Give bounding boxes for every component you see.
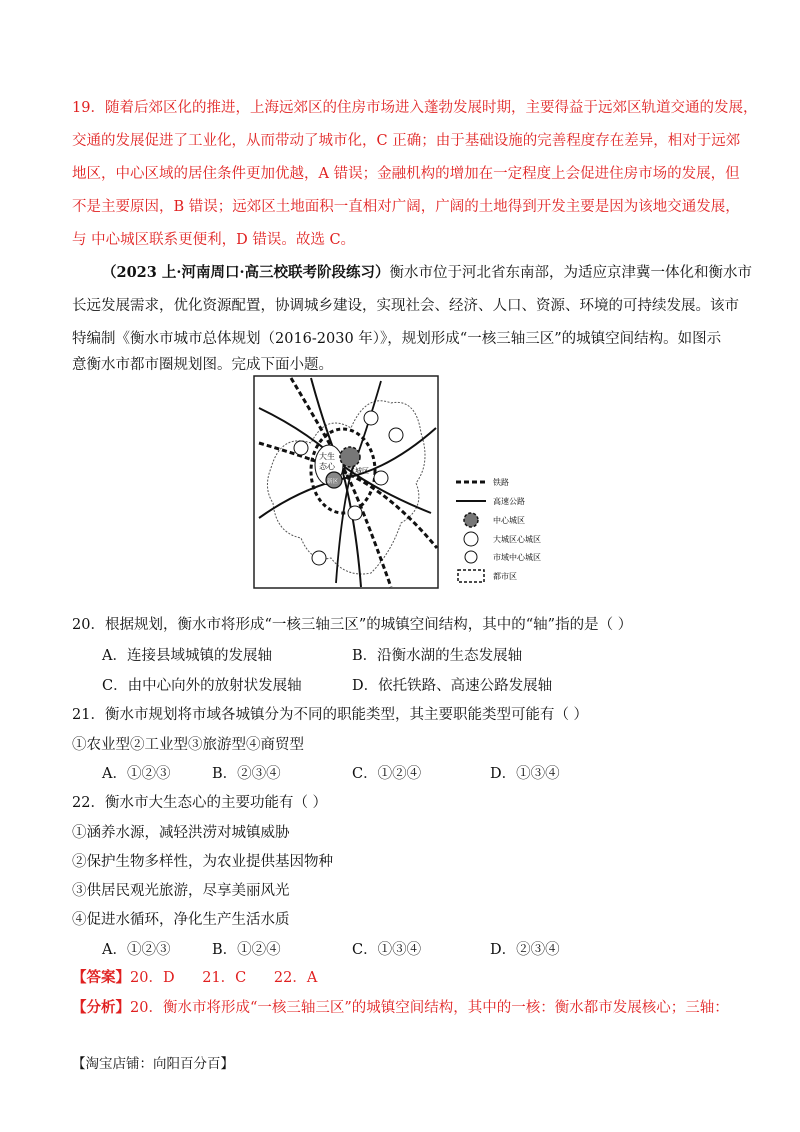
legend-label: 大城区心城区 xyxy=(493,535,541,544)
county-center xyxy=(348,506,362,520)
intro-line-2: 长远发展需求，优化资源配置，协调城乡建设，实现社会、经济、人口、资源、环境的可持续发展。该市 xyxy=(72,298,739,314)
q19-line-4: 不是主要原因，B 错误；远郊区土地面积一直相对广阔，广阔的土地得到开发主要是因为该地交通发展， xyxy=(72,199,740,215)
q21-option-a[interactable]: A．①②③ xyxy=(102,766,171,782)
county-center-icon xyxy=(465,551,477,563)
new-district-label: 新区 xyxy=(327,479,339,485)
q22-option-d[interactable]: D．②③④ xyxy=(490,942,560,958)
q19-line-2: 交通的发展促进了工业化，从而带动了城市化，C 正确；由于基础设施的完善程度存在差异，相对于远郊 xyxy=(72,133,741,149)
shop-footer: 【淘宝店铺：向阳百分百】 xyxy=(72,1056,234,1072)
q22-item-2: ②保护生物多样性，为农业提供基因物种 xyxy=(72,854,333,870)
q22-item-3: ③供居民观光旅游，尽享美丽风光 xyxy=(72,883,290,899)
question-source: （2023 上·河南周口·高三校联考阶段练习） xyxy=(102,264,390,281)
eco-heart-label-2: 态心 xyxy=(319,462,335,471)
q22-option-b[interactable]: B．①②④ xyxy=(212,942,281,958)
q22-item-1: ①涵养水源，减轻洪涝对城镇威胁 xyxy=(72,825,290,841)
eco-heart-label-1: 大生 xyxy=(319,452,335,461)
central-district-marker xyxy=(340,447,360,467)
intro-line-3: 特编制《衡水市城市总体规划（2016-2030 年）》，规划形成“一核三轴三区”的城镇空间结构。如图示 xyxy=(72,331,722,347)
metro-area-icon xyxy=(458,570,484,582)
q22-option-a[interactable]: A．①②③ xyxy=(102,942,171,958)
q21-option-c[interactable]: C．①②④ xyxy=(352,766,422,782)
map-svg xyxy=(251,373,561,591)
analysis-tag: 【分析】 xyxy=(72,999,130,1016)
analysis-text: 20．衡水市将形成“一核三轴三区”的城镇空间结构，其中的一核：衡水都市发展核心；三轴： xyxy=(130,1000,729,1016)
q21-items: ①农业型②工业型③旅游型④商贸型 xyxy=(72,737,304,753)
core-area-label: 主城区 xyxy=(348,467,369,475)
county-center xyxy=(374,471,388,485)
q22-stem: 22．衡水市大生态心的主要功能有（ ） xyxy=(72,795,328,811)
legend-label: 中心城区 xyxy=(493,516,525,525)
q21-option-d[interactable]: D．①③④ xyxy=(490,766,560,782)
legend-label: 铁路 xyxy=(493,478,509,487)
q19-line-3: 地区，中心区域的居住条件更加优越，A 错误；金融机构的增加在一定程度上会促进住房市场的发展，但 xyxy=(72,166,740,182)
county-center xyxy=(294,441,308,455)
q19-line-5: 与 中心城区联系更便利，D 错误。故选 C。 xyxy=(72,232,356,248)
legend-label: 市域中心城区 xyxy=(493,553,541,562)
q20-option-c[interactable]: C．由中心向外的放射状发展轴 xyxy=(102,678,302,694)
q22-option-c[interactable]: C．①③④ xyxy=(352,942,422,958)
county-center xyxy=(312,551,326,565)
q19-line-1: 19．随着后郊区化的推进，上海远郊区的住房市场进入蓬勃发展时期，主要得益于远郊区轨道交通的发展， xyxy=(72,100,758,116)
answer-line xyxy=(72,968,317,988)
county-center xyxy=(364,411,378,425)
intro-line-4: 意衡水市都市圈规划图。完成下面小题。 xyxy=(72,357,333,373)
legend-label: 高速公路 xyxy=(493,497,525,506)
county-center xyxy=(389,428,403,442)
legend-label: 都市区 xyxy=(493,572,517,581)
q20-option-d[interactable]: D．依托铁路、高速公路发展轴 xyxy=(352,678,553,694)
q20-option-a[interactable]: A．连接县域城镇的发展轴 xyxy=(102,648,272,664)
answer-text: 20．D 21．C 22．A xyxy=(130,970,318,986)
map-legend xyxy=(456,477,541,582)
q22-item-4: ④促进水循环，净化生产生活水质 xyxy=(72,912,290,928)
hengshui-metro-plan-map xyxy=(251,373,561,591)
q20-stem: 20．根据规划，衡水市将形成“一核三轴三区”的城镇空间结构，其中的“轴”指的是（ ） xyxy=(72,617,633,633)
q20-option-b[interactable]: B．沿衡水湖的生态发展轴 xyxy=(352,648,523,664)
intro-line-1 xyxy=(102,263,752,283)
large-district-icon xyxy=(464,532,478,546)
answer-tag: 【答案】 xyxy=(72,969,130,986)
q21-option-b[interactable]: B．②③④ xyxy=(212,766,281,782)
analysis-line xyxy=(72,998,729,1018)
intro-text-1: 衡水市位于河北省东南部，为适应京津冀一体化和衡水市 xyxy=(389,265,752,281)
q21-stem: 21．衡水市规划将市域各城镇分为不同的职能类型，其主要职能类型可能有（ ） xyxy=(72,707,589,723)
central-district-icon xyxy=(464,513,478,527)
